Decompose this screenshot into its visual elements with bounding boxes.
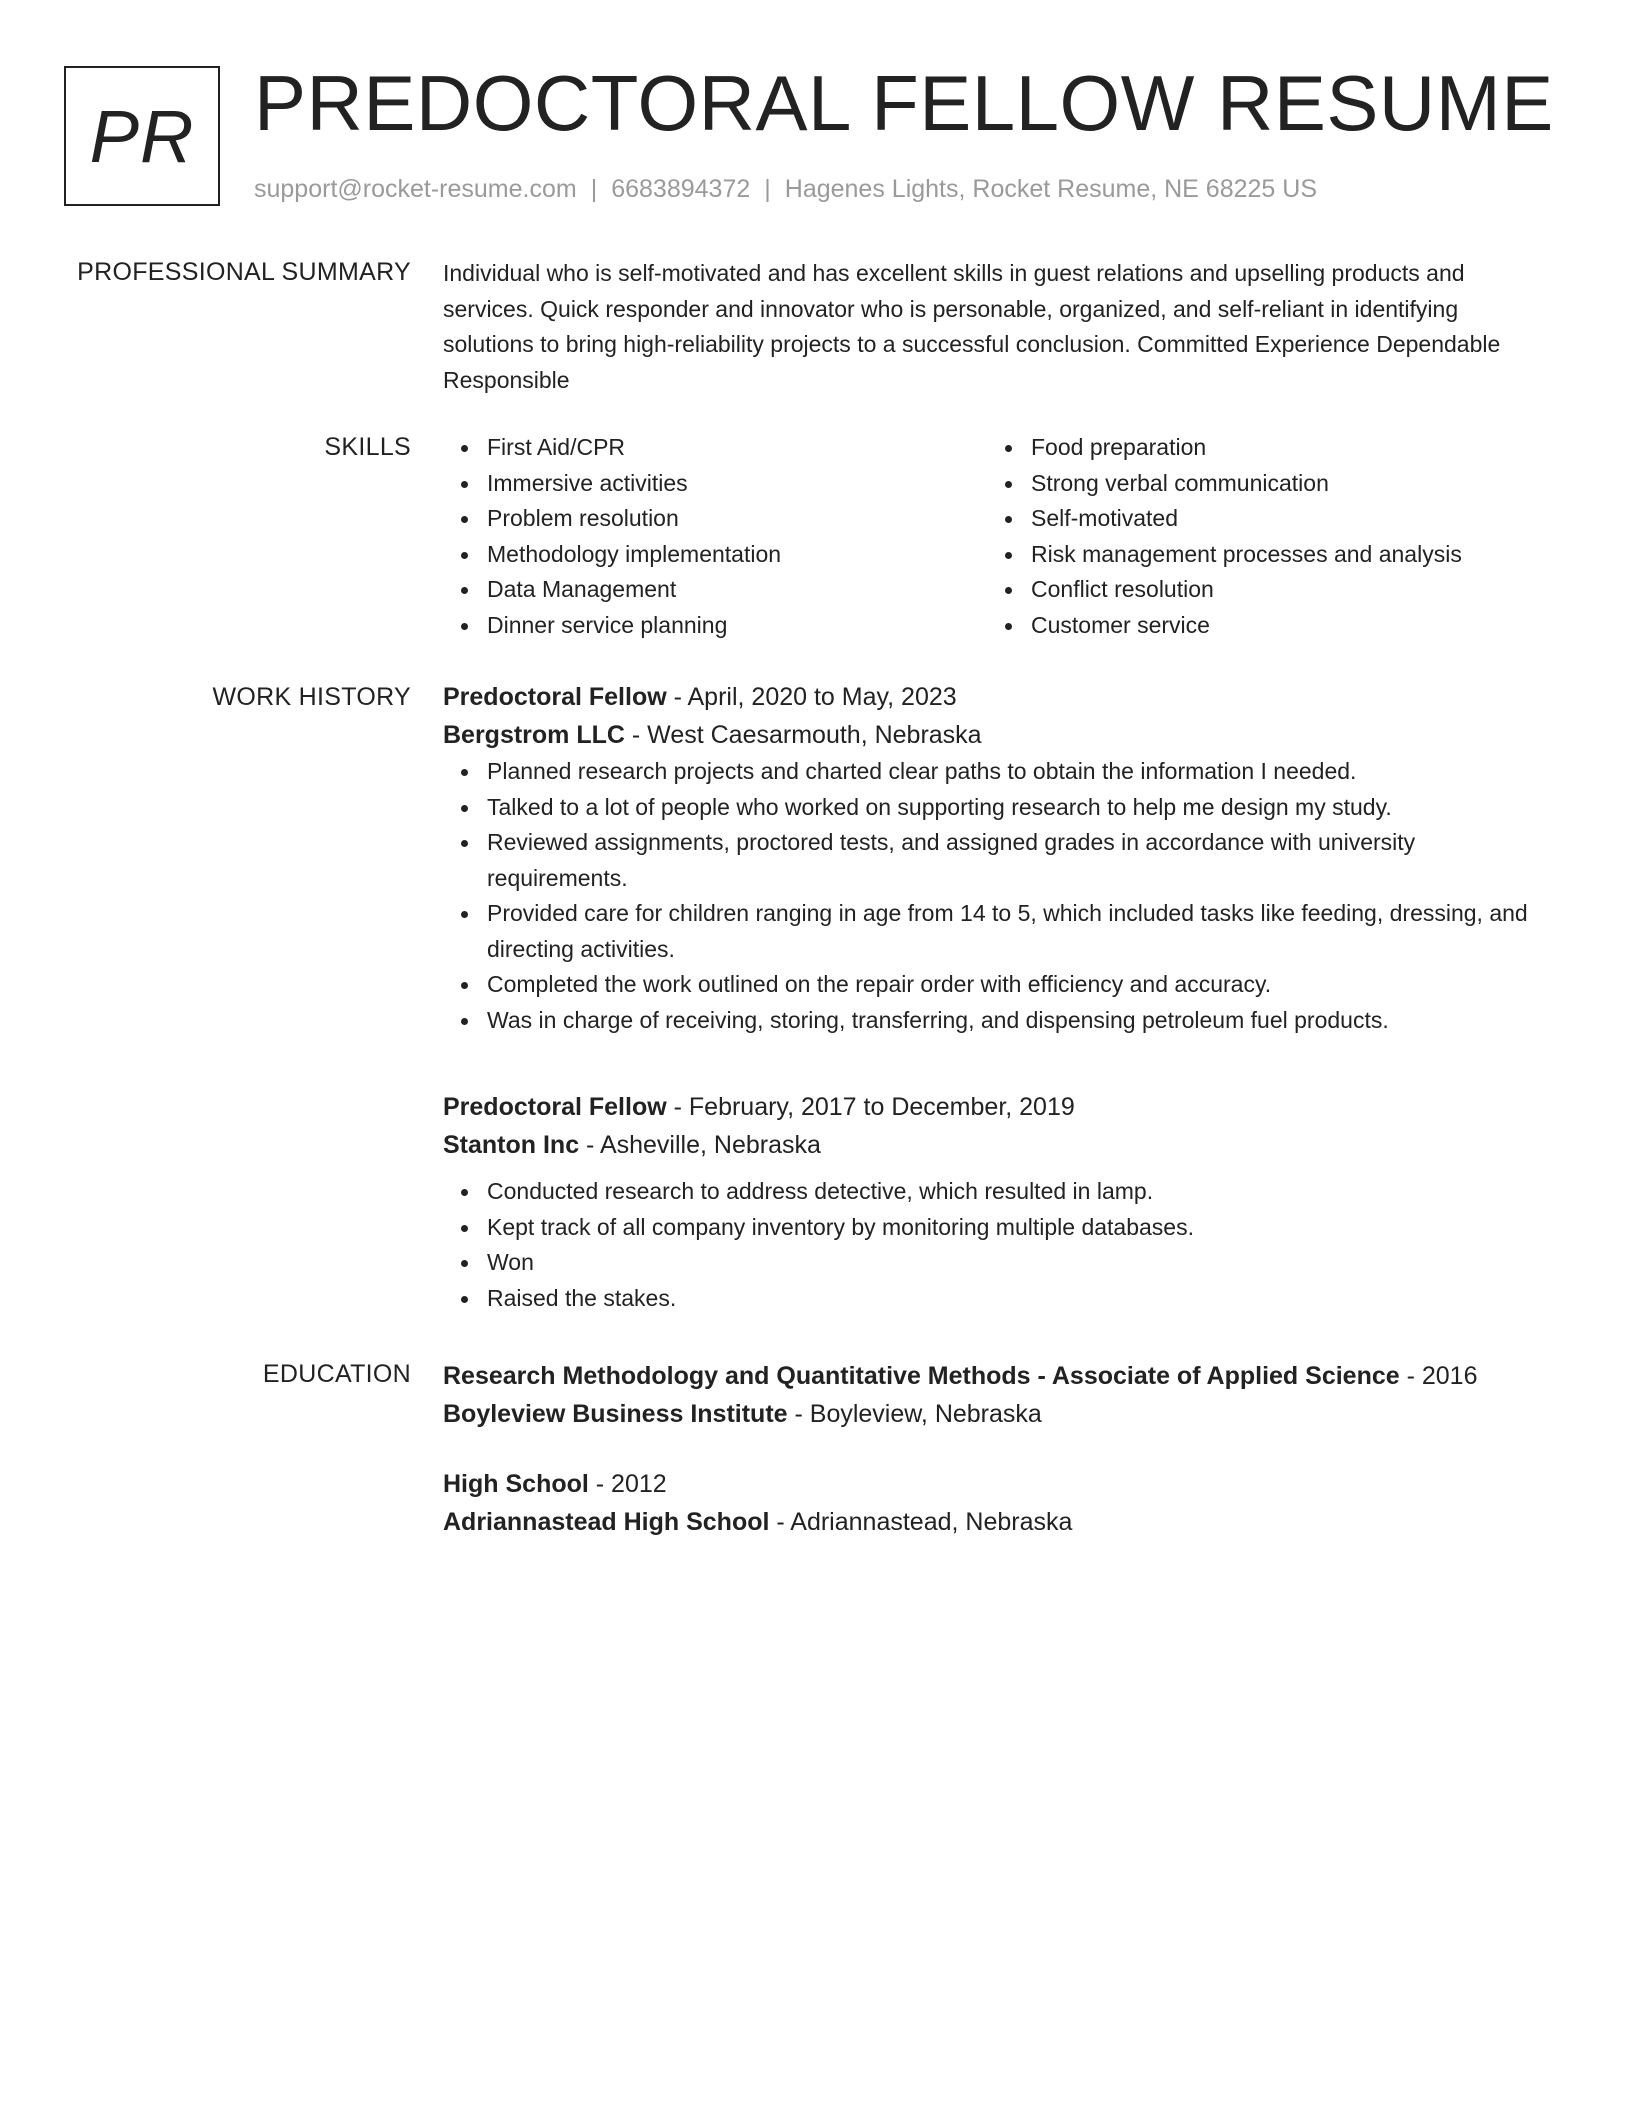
education-degree: High School [443,1470,589,1498]
summary-body [443,256,1553,398]
job-dates: - April, 2020 to May, 2023 [666,683,957,711]
education-location: - Adriannastead, Nebraska [769,1508,1073,1536]
job-duty: Talked to a lot of people who worked on supporting research to help me design my study. [443,790,1553,826]
job-entry [443,678,1553,1038]
contact-phone: 6683894372 [611,175,751,203]
job-duty: Planned research projects and charted clear paths to obtain the information I needed. [443,754,1553,790]
job-duty: Raised the stakes. [443,1281,1553,1317]
monogram-box [64,66,220,206]
job-company: Stanton Inc [443,1131,580,1159]
job-dates: - February, 2017 to December, 2019 [666,1093,1075,1121]
job-duty: Kept track of all company inventory by monitoring multiple databases. [443,1210,1553,1246]
job-title: Predoctoral Fellow [443,683,667,711]
job-duty: Completed the work outlined on the repair order with efficiency and accuracy. [443,967,1553,1003]
job-duties [443,1174,1553,1316]
job-duties [443,754,1553,1038]
education-entry [443,1357,1553,1433]
skills-grid [443,430,1553,643]
job-duty: Provided care for children ranging in age from 14 to 5, which included tasks like feeding, dressing, and directing activities. [443,896,1553,967]
skill-item: Dinner service planning [443,608,987,644]
skill-item: Customer service [987,608,1531,644]
contact-line [254,172,1317,206]
skill-item: Food preparation [987,430,1531,466]
summary-text: Individual who is self-motivated and has excellent skills in guest relations and upselling products and services. Quick responder and innovator who is personable, organized, and self-reliant in identifying solutions to bring high-reliability projects to a successful conclusion. Committed Experience Dependable Responsible [443,260,1501,393]
job-title-line [443,1088,1553,1126]
education-entry [443,1465,1553,1541]
skill-item: Data Management [443,572,987,608]
education-school: Boyleview Business Institute [443,1400,788,1428]
job-duty: Reviewed assignments, proctored tests, and assigned grades in accordance with university requirements. [443,825,1553,896]
skill-item: First Aid/CPR [443,430,987,466]
job-location: - West Caesarmouth, Nebraska [624,721,982,749]
education-year: - 2012 [588,1470,667,1498]
job-duty: Won [443,1245,1553,1281]
skill-item: Immersive activities [443,466,987,502]
summary-heading: PROFESSIONAL SUMMARY [77,258,411,286]
education-location: - Boyleview, Nebraska [787,1400,1042,1428]
job-duty: Conducted research to address detective, which resulted in lamp. [443,1174,1553,1210]
skills-body [443,430,1553,643]
education-school-line [443,1395,1553,1433]
job-entry [443,1088,1553,1316]
skill-item: Problem resolution [443,501,987,537]
monogram-initials: PR [89,94,195,178]
contact-email: support@rocket-resume.com [254,175,577,203]
skills-left-column [443,430,987,643]
skills-heading: SKILLS [324,433,411,461]
work-history-heading: WORK HISTORY [212,683,411,711]
job-company-line [443,1126,1553,1164]
education-degree-line [443,1357,1553,1395]
job-title-line [443,678,1553,716]
job-location: - Asheville, Nebraska [579,1131,821,1159]
skill-item: Self-motivated [987,501,1531,537]
contact-separator: | [590,175,598,203]
job-company: Bergstrom LLC [443,721,625,749]
job-duty: Was in charge of receiving, storing, transferring, and dispensing petroleum fuel products. [443,1003,1553,1039]
skill-item: Conflict resolution [987,572,1531,608]
skill-item: Methodology implementation [443,537,987,573]
job-company-line [443,716,1553,754]
education-heading: EDUCATION [262,1360,411,1388]
contact-separator: | [764,175,771,203]
education-year: - 2016 [1399,1362,1478,1390]
education-degree: Research Methodology and Quantitative Methods - Associate of Applied Science [443,1362,1400,1390]
contact-address: Hagenes Lights, Rocket Resume, NE 68225 US [784,175,1317,203]
skills-right-column [987,430,1531,643]
job-title: Predoctoral Fellow [443,1093,667,1121]
resume-title: PREDOCTORAL FELLOW RESUME [254,59,1554,147]
education-degree-line [443,1465,1553,1503]
education-school: Adriannastead High School [443,1508,770,1536]
skill-item: Risk management processes and analysis [987,537,1531,573]
skill-item: Strong verbal communication [987,466,1531,502]
education-school-line [443,1503,1553,1541]
